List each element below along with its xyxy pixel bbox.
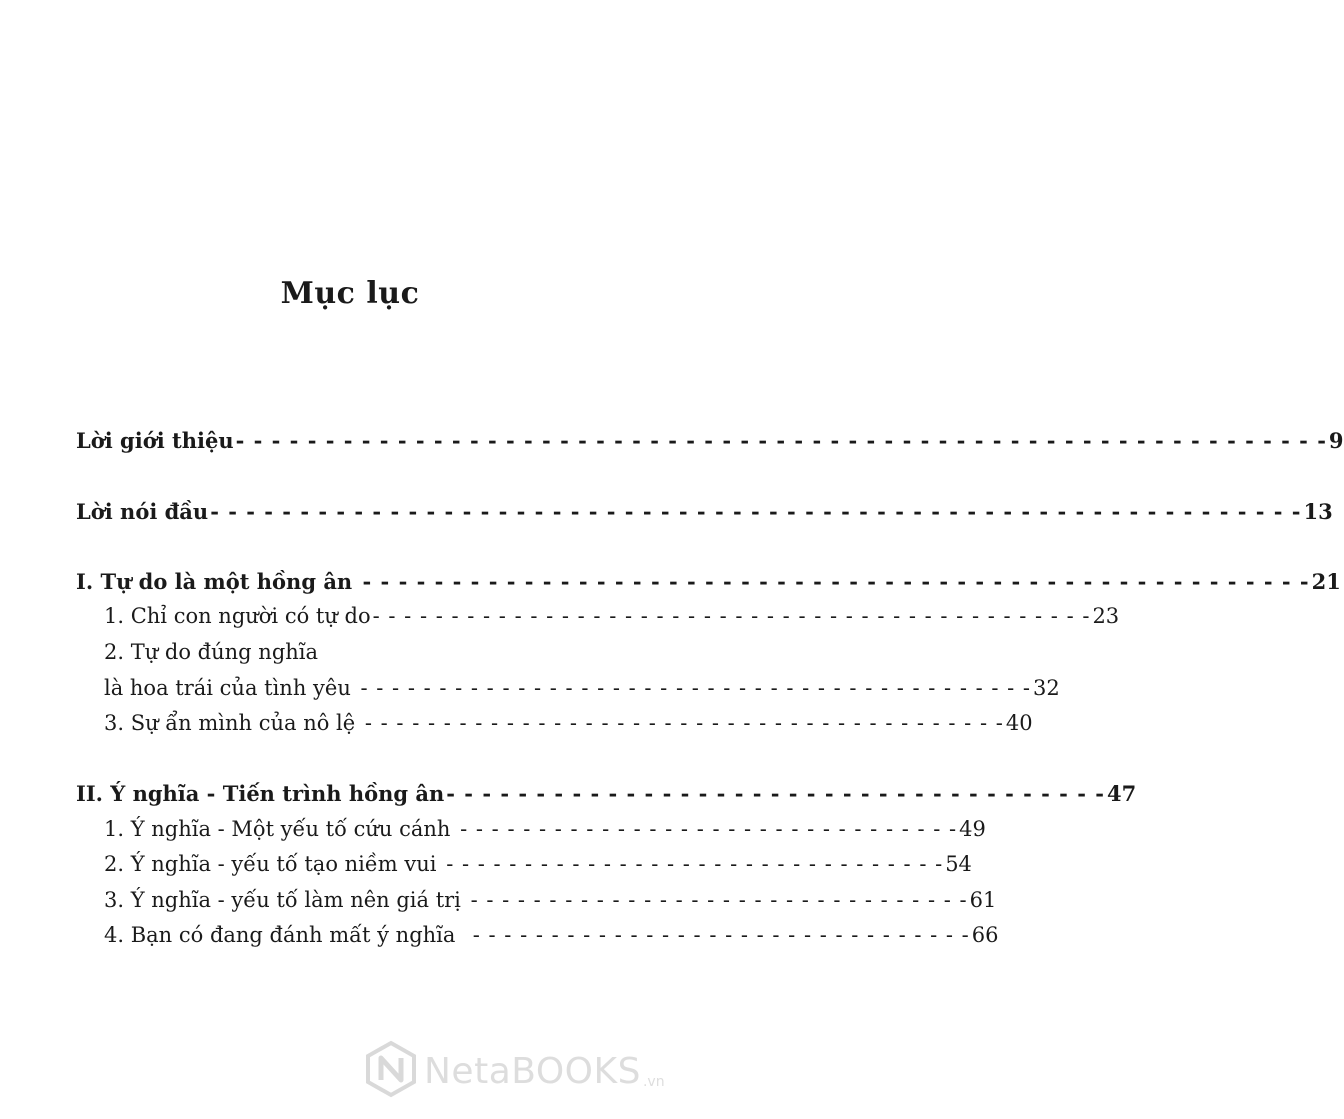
toc-entry-1-3[interactable] — [104, 705, 1033, 741]
toc-page-number: 66 — [971, 923, 999, 947]
toc-page-number: 21 — [1311, 569, 1341, 594]
toc-section-1[interactable] — [76, 564, 1341, 600]
toc-entry-label: 4. Bạn có đang đánh mất ý nghĩa — [104, 923, 456, 947]
toc-entry-label: 1. Ý nghĩa - Một yếu tố cứu cánh — [104, 817, 451, 841]
toc-entry-preface[interactable] — [76, 494, 1333, 530]
toc-dot-leader: - - - - - - - - - - - - - - - - - - - - - - - - - - - - - - - - - - - - - - - - - - - - - - - - - - - - - - - - - - - - - — [235, 428, 1327, 453]
toc-entry-label: Lời giới thiệu — [76, 428, 234, 453]
toc-page-number: 54 — [945, 852, 972, 876]
toc-entry-1-2-first-line[interactable]: 2. Tự do đúng nghĩa — [104, 640, 319, 664]
toc-entry-label: 1. Chỉ con người có tự do — [104, 604, 371, 628]
watermark-brand-text: NetaBOOKS — [424, 1050, 641, 1092]
toc-entry-2-4[interactable] — [104, 917, 999, 953]
toc-dot-leader: - - - - - - - - - - - - - - - - - - - - - - - - - - - - - - - - - - - - - - - - - - - — [352, 676, 1031, 700]
toc-entry-1-1[interactable] — [104, 598, 1120, 634]
toc-dot-leader: - - - - - - - - - - - - - - - - - - - - - - - - - - - - - - - - — [438, 852, 944, 876]
toc-dot-leader: - - - - - - - - - - - - - - - - - - - - - - - - - - - - - - - - — [462, 888, 968, 912]
toc-page-number: 47 — [1106, 781, 1137, 806]
toc-entry-2-3[interactable] — [104, 882, 997, 918]
watermark-domain-text: .vn — [642, 1074, 665, 1090]
toc-dot-leader: - - - - - - - - - - - - - - - - - - - - - - - - - - - - - - - - - - - - - - - - - - - - - - - - - - - - - - - - - - - - - — [210, 499, 1302, 524]
toc-entry-2-2[interactable] — [104, 846, 972, 882]
toc-entry-label: I. Tự do là một hồng ân — [76, 569, 353, 594]
toc-page-number: 61 — [969, 888, 997, 912]
page-title: Mục lục — [280, 276, 420, 311]
toc-entry-1-2[interactable] — [104, 670, 1060, 706]
toc-entry-label: II. Ý nghĩa - Tiến trình hồng ân — [76, 781, 445, 806]
toc-page-number: 13 — [1303, 499, 1333, 524]
toc-dot-leader: - - - - - - - - - - - - - - - - - - - - - - - - - - - - - - - - - - - - - - - - - - - - - - - - - - - - - — [354, 569, 1310, 594]
toc-page-number: 49 — [959, 817, 986, 841]
toc-entry-intro[interactable] — [76, 423, 1344, 459]
toc-page-number: 32 — [1033, 676, 1060, 700]
toc-dot-leader: - - - - - - - - - - - - - - - - - - - - - - - - - - - - - - - - — [457, 923, 970, 947]
toc-dot-leader: - - - - - - - - - - - - - - - - - - - - - - - - - - - - - - - - - - - - - — [446, 781, 1105, 806]
toc-entry-label: 3. Sự ẩn mình của nô lệ — [104, 711, 356, 735]
toc-dot-leader: - - - - - - - - - - - - - - - - - - - - - - - - - - - - - - - - - - - - - - - - - - - - - - — [372, 604, 1091, 628]
toc-entry-2-1[interactable] — [104, 811, 986, 847]
toc-entry-label: Lời nói đầu — [76, 499, 209, 524]
toc-section-2[interactable] — [76, 776, 1137, 812]
toc-entry-label: là hoa trái của tình yêu — [104, 676, 351, 700]
toc-entry-label: 2. Ý nghĩa - yếu tố tạo niềm vui — [104, 852, 437, 876]
toc-dot-leader: - - - - - - - - - - - - - - - - - - - - - - - - - - - - - - - - - - - - - - - - - — [357, 711, 1004, 735]
toc-page-number: 40 — [1005, 711, 1033, 735]
toc-page-number: 9 — [1328, 428, 1344, 453]
n-hexagon-logo-icon — [362, 1040, 420, 1102]
netabooks-watermark — [362, 1040, 665, 1102]
toc-entry-label: 3. Ý nghĩa - yếu tố làm nên giá trị — [104, 888, 461, 912]
toc-dot-leader: - - - - - - - - - - - - - - - - - - - - - - - - - - - - - - - - — [452, 817, 958, 841]
toc-page-number: 23 — [1092, 604, 1120, 628]
